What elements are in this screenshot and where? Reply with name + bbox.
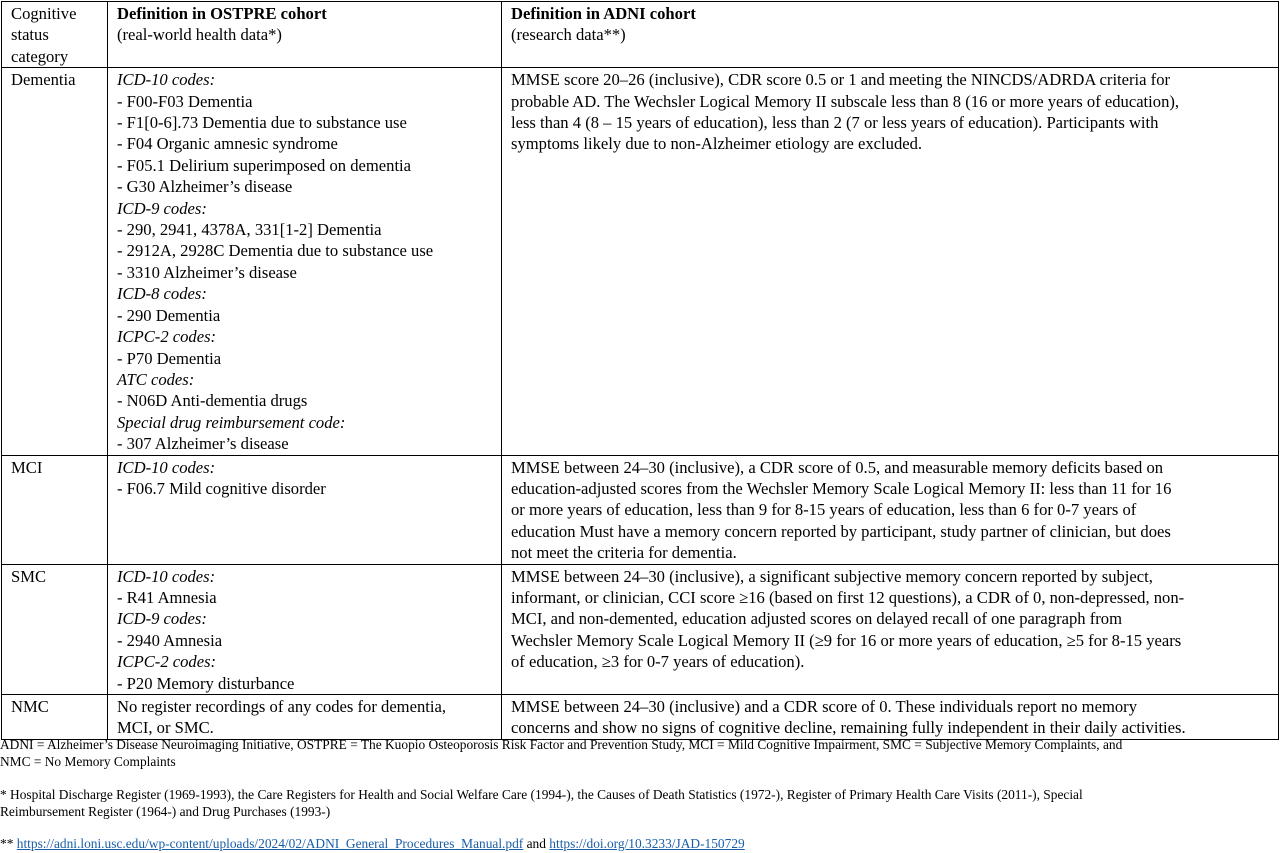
ostpre-definition-cell [108, 68, 502, 455]
code-entry: No register recordings of any codes for dementia, [117, 697, 446, 716]
header-adni [502, 2, 1279, 68]
code-system-heading: ICPC-2 codes: [117, 327, 217, 347]
code-entry: - P20 Memory disturbance [117, 673, 295, 693]
code-entry: - 2912A, 2928C Dementia due to substance use [117, 241, 434, 261]
code-entry: - F06.7 Mild cognitive disorder [117, 478, 326, 498]
code-system-heading: ICD-10 codes: [117, 457, 216, 477]
header-adni-subtitle: (research data**) [511, 25, 626, 45]
adni-definition-line: probable AD. The Wechsler Logical Memory II subscale less than 8 (16 or more years of education), [511, 91, 1180, 111]
header-category-line: status [11, 25, 49, 45]
code-entry: - 307 Alzheimer’s disease [117, 434, 289, 454]
code-system-heading: ICD-10 codes: [117, 566, 216, 586]
code-entry: - 2940 Amnesia [117, 630, 223, 650]
code-entry: - N06D Anti-dementia drugs [117, 391, 308, 411]
header-adni-title: Definition in ADNI cohort [511, 4, 696, 23]
table-row [2, 68, 1279, 455]
register-sources-line: * Hospital Discharge Register (1969-1993), the Care Registers for Health and Social Welfare Care (1994-), the Causes of Death Statistics (1972-), Register of Primary Health Care Visits (2011-), Special [0, 787, 1083, 802]
code-entry: - F05.1 Delirium superimposed on dementia [117, 155, 412, 175]
adni-definition-line: MMSE between 24–30 (inclusive), a CDR score of 0.5, and measurable memory deficits based on [511, 457, 1164, 477]
adni-definition-line: symptoms likely due to non-Alzheimer etiology are excluded. [511, 134, 923, 154]
adni-definition-line: of education, ≥3 for 0-7 years of education). [511, 652, 805, 672]
abbreviations-line: NMC = No Memory Complaints [0, 753, 176, 769]
code-system-heading: ICD-10 codes: [117, 70, 216, 90]
adni-definition-line: informant, or clinician, CCI score ≥16 (based on first 12 questions), a CDR of 0, non-depressed, non- [511, 587, 1185, 607]
adni-definition-line: concerns and show no signs of cognitive decline, remaining fully independent in their daily activities. [511, 718, 1186, 738]
doi-link[interactable]: https://doi.org/10.3233/JAD-150729 [549, 836, 745, 851]
code-entry: - R41 Amnesia [117, 587, 217, 607]
conjunction-text: and [523, 836, 550, 851]
category-cell: NMC [2, 695, 108, 740]
code-system-heading: ICD-9 codes: [117, 198, 207, 218]
code-entry: - 290 Dementia [117, 305, 221, 325]
adni-definition-line: MMSE between 24–30 (inclusive), a significant subjective memory concern reported by subject, [511, 566, 1153, 586]
ostpre-definition-cell [108, 455, 502, 564]
code-entry: - F1[0-6].73 Dementia due to substance use [117, 113, 407, 133]
code-entry: - F00-F03 Dementia [117, 91, 253, 111]
cohort-definitions-table [1, 1, 1279, 740]
adni-definition-cell [502, 455, 1279, 564]
adni-definition-line: less than 4 (8 – 15 years of education), less than 2 (7 or less years of education). Participants with [511, 113, 1159, 133]
code-entry: - 290, 2941, 4378A, 331[1-2] Dementia [117, 220, 382, 240]
adni-definition-line: education Must have a memory concern reported by participant, study partner of clinician, but does [511, 521, 1171, 541]
code-system-heading: ICPC-2 codes: [117, 652, 217, 672]
code-system-heading: ATC codes: [117, 369, 195, 389]
adni-definition-line: not meet the criteria for dementia. [511, 543, 737, 563]
code-entry: MCI, or SMC. [117, 718, 214, 738]
code-entry: - P70 Dementia [117, 348, 222, 368]
header-category [2, 2, 108, 68]
ostpre-definition-cell [108, 564, 502, 694]
category-cell: SMC [2, 564, 108, 694]
code-entry: - 3310 Alzheimer’s disease [117, 262, 297, 282]
adni-definition-line: MCI, and non-demented, education adjusted scores on delayed recall of one paragraph from [511, 609, 1122, 629]
adni-definition-line: Wechsler Memory Scale Logical Memory II (≥9 for 16 or more years of education, ≥5 for 8-15 years [511, 630, 1182, 650]
code-system-heading: ICD-8 codes: [117, 284, 207, 304]
code-entry: - G30 Alzheimer’s disease [117, 177, 293, 197]
header-ostpre-subtitle: (real-world health data*) [117, 25, 282, 45]
table-row [2, 455, 1279, 564]
double-asterisk: ** [0, 836, 17, 851]
adni-definition-line: education-adjusted scores from the Wechsler Memory Scale Logical Memory II: less than 11 for 16 [511, 478, 1172, 498]
abbreviations-note [0, 737, 1240, 770]
adni-definition-cell [502, 564, 1279, 694]
code-system-heading: Special drug reimbursement code: [117, 412, 346, 432]
register-sources-line: Reimbursement Register (1964-) and Drug Purchases (1993-) [0, 803, 331, 819]
header-ostpre [108, 2, 502, 68]
abbreviations-line: ADNI = Alzheimer’s Disease Neuroimaging Initiative, OSTPRE = The Kuopio Osteoporosis Risk Factor and Prevention Study, MCI = Mild Cognitive Impairment, SMC = Subjective Memory Complaints, and [0, 737, 1123, 752]
category-cell: Dementia [2, 68, 108, 455]
adni-definition-line: MMSE score 20–26 (inclusive), CDR score 0.5 or 1 and meeting the NINCDS/ADRDA criteria for [511, 70, 1171, 90]
adni-definition-line: or more years of education, less than 9 for 8-15 years of education, less than 6 for 0-7 years of [511, 500, 1137, 520]
ostpre-definition-cell [108, 695, 502, 740]
table-footnotes [0, 737, 1240, 853]
adni-definition-line: MMSE between 24–30 (inclusive) and a CDR score of 0. These individuals report no memory [511, 697, 1137, 716]
header-ostpre-title: Definition in OSTPRE cohort [117, 4, 327, 23]
category-cell: MCI [2, 455, 108, 564]
header-category-line: category [11, 46, 69, 66]
header-row [2, 2, 1279, 68]
adni-manual-link[interactable]: https://adni.loni.usc.edu/wp-content/uploads/2024/02/ADNI_General_Procedures_Manual.pdf [16, 836, 524, 851]
code-system-heading: ICD-9 codes: [117, 609, 207, 629]
table-row [2, 695, 1279, 740]
code-entry: - F04 Organic amnesic syndrome [117, 134, 338, 154]
adni-definition-cell [502, 68, 1279, 455]
register-sources-note [0, 787, 1240, 820]
adni-definition-cell [502, 695, 1279, 740]
header-category-line: Cognitive [11, 4, 77, 23]
table-row [2, 564, 1279, 694]
research-sources-note [0, 836, 1240, 853]
table-body [2, 68, 1279, 740]
